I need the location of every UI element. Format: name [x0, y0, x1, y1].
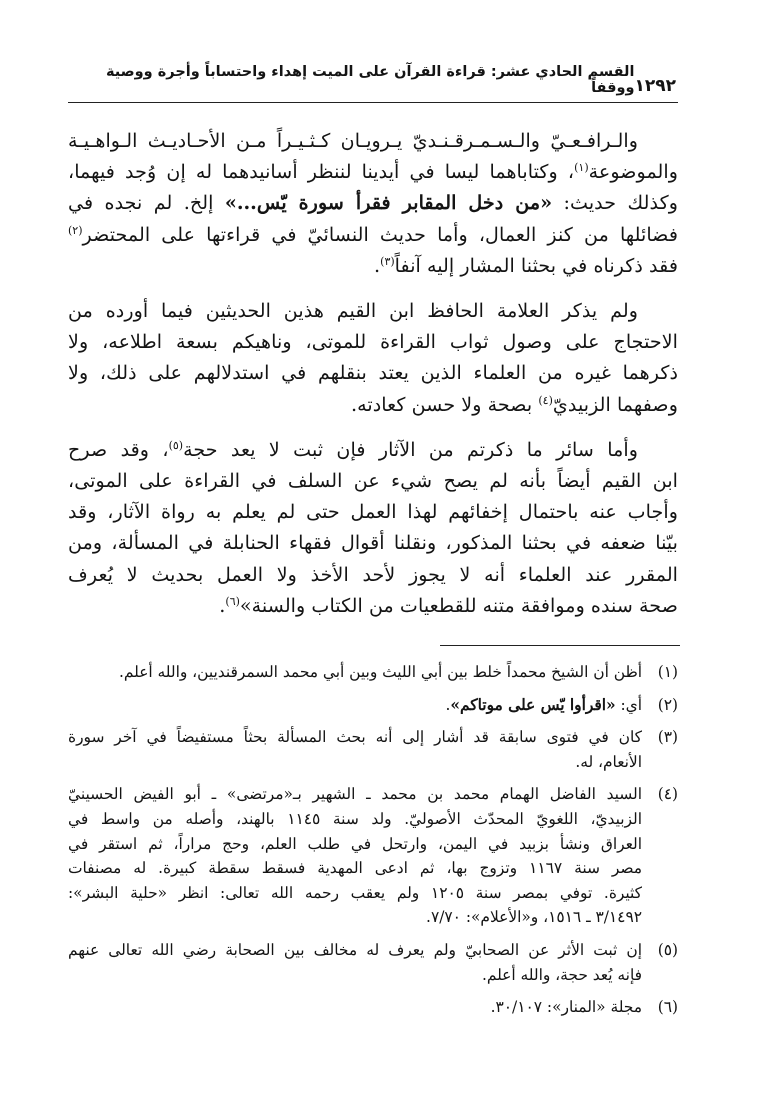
text-line — [68, 559, 678, 590]
footnote-ref: (٢) — [68, 223, 83, 237]
footnote-text — [68, 782, 642, 930]
footnote-text — [68, 693, 642, 718]
text-run: والـرافـعـيّ والـسـمـرقـنـديّ يـرويـان كـثـيـراً مـن الأحـاديـث الـواهـيـة — [68, 129, 638, 152]
text-run: ذكرهما غيره من العلماء الذين يعتد بنقلهم في استدلالهم على ذلك، ولا — [68, 361, 678, 385]
footnotes — [68, 660, 678, 1020]
footnote-ref: (٣) — [380, 254, 395, 268]
footnote-text — [68, 660, 642, 685]
text-line — [68, 389, 678, 420]
text-line — [68, 905, 642, 930]
text-line — [68, 881, 642, 906]
text-run: فضائلها من كنز العمال، وأما حديث النسائيّ في قراءتها على المحتضر — [82, 222, 678, 246]
text-line — [68, 832, 642, 857]
text-run: مصر سنة ١١٦٧ وتزوج بها، ثم ادعى المهدية فسقط سقطة كبيرة. له مصنفات — [68, 859, 642, 878]
text-run: أي: — [615, 695, 642, 714]
footnote — [68, 660, 678, 685]
text-line — [68, 660, 642, 685]
footnote — [68, 938, 678, 987]
text-run: الزبيديّ، اللغويّ المحدّث الأصوليّ. ولد سنة ١١٤٥ بالهند، وأصله من واسط في — [68, 810, 643, 829]
text-line — [68, 357, 678, 388]
footnote-ref: (٥) — [168, 438, 184, 452]
text-run: بصحة ولا حسن كعادته. — [350, 392, 539, 416]
text-run: أظن أن الشيخ محمداً خلط بين أبي الليث وبين أبي محمد السمرقنديين، والله أعلم. — [118, 663, 642, 682]
text-line — [68, 590, 678, 621]
text-run: صحة سنده وموافقة متنه للقطعيات من الكتاب والسنة» — [239, 593, 678, 617]
text-line — [68, 782, 642, 807]
footnote-text — [68, 725, 642, 774]
text-run: ٣/١٤٩٢ ـ ١٥١٦، و«الأعلام»: ٧/٧٠. — [426, 908, 642, 927]
paragraph — [68, 295, 678, 420]
text-line — [68, 156, 678, 187]
text-run: الاحتجاج على وصول ثواب القراءة للموتى، وناهيكم بسعة اطلاعه، ولا — [68, 330, 678, 354]
text-run: ابن القيم أيضاً بأنه لم يصح شيء عن السلف في القراءة على الموتى، — [68, 469, 678, 493]
text-run: وصفهما الزبيديّ — [552, 392, 678, 416]
text-line — [68, 295, 678, 326]
text-run: . — [219, 593, 226, 617]
text-run: وأجاب عنه باحتمال إخفائهم لهذا العمل حتى لم يعلم به رواة الآثار، وقد — [68, 500, 678, 524]
paragraph — [68, 125, 678, 281]
text-line — [68, 125, 678, 156]
text-run: كان في فتوى سابقة قد أشار إلى أنه بحث المسألة بحثاً مستفيضاً في آخر سورة — [68, 728, 642, 747]
text-run: السيد الفاضل الهمام محمد بن محمد ـ الشهير بـ«مرتضى» ـ أبو الفيض الحسينيّ — [68, 785, 642, 804]
text-run: . — [374, 253, 381, 277]
text-line — [68, 725, 642, 750]
text-run: بيّنا ضعفه في بحثنا المذكور، ونقلنا أقوال فقهاء الحنابلة في المسألة، ومن — [68, 531, 678, 555]
main-text — [68, 125, 678, 621]
footnote-ref: (٤) — [538, 393, 553, 407]
text-run: المقرر عند العلماء أنه لا يجوز لأحد الأخذ ولا العمل بحديث لا يُعرف — [68, 562, 678, 586]
text-run: فإنه يُعد حجة، والله أعلم. — [481, 965, 642, 984]
text-run: مجلة «المنار»: ٣٠/١٠٧. — [490, 998, 642, 1017]
text-line — [68, 995, 642, 1020]
text-run: إلخ. لم نجده في — [68, 191, 225, 215]
paragraph — [68, 434, 678, 621]
text-run: . — [445, 695, 451, 714]
footnote-text — [68, 938, 642, 987]
chapter-title: القسم الحادي عشر: قراءة القرآن على الميت إهداء واحتساباً وأجرة ووصية ووقفاً — [105, 64, 635, 96]
bold-quote: «من دخل المقابر فقرأ سورة يّس...» — [224, 191, 553, 215]
text-run: كثيرة. توفي بمصر سنة ١٢٠٥ ولم يعقب رحمه الله تعالى: انظر «حلية البشر»: — [68, 883, 642, 902]
footnote-number: (٣) — [657, 728, 678, 747]
footnote-ref: (٦) — [225, 594, 240, 608]
text-run: ، وكتاباهما ليسا في أيدينا لننظر أسانيدهما له إن وُجد فيهما، — [68, 160, 575, 184]
footnote-text — [68, 995, 642, 1020]
footnote-number: (٦) — [657, 998, 678, 1017]
text-run: إن ثبت الأثر عن الصحابيّ ولم يعرف له مخالف بين الصحابة رضي الله تعالى عنهم — [68, 940, 642, 959]
footnote-separator — [440, 645, 680, 646]
text-run: الأنعام، له. — [575, 752, 642, 771]
text-line — [68, 326, 678, 357]
text-line — [68, 938, 642, 963]
footnote — [68, 995, 678, 1020]
footnote-ref: (١) — [574, 161, 589, 175]
text-line — [68, 250, 678, 281]
document-page — [68, 66, 678, 1096]
text-line — [68, 496, 678, 527]
text-line — [68, 856, 642, 881]
text-line — [68, 434, 678, 465]
footnote — [68, 725, 678, 774]
text-run: ولم يذكر العلامة الحافظ ابن القيم هذين الحديثين فيما أورده من — [68, 299, 638, 323]
text-line — [68, 693, 642, 718]
text-line — [68, 807, 642, 832]
text-run: وكذلك حديث: — [552, 191, 678, 215]
footnote — [68, 782, 678, 930]
text-line — [68, 527, 678, 558]
page-number: ١٢٩٢ — [634, 76, 676, 96]
footnote-number: (٢) — [657, 695, 678, 714]
text-run: والموضوعة — [588, 160, 678, 184]
text-run: فقد ذكرناه في بحثنا المشار إليه آنفاً — [394, 253, 678, 277]
bold-quote: «اقرأوا يّس على موتاكم» — [450, 695, 616, 714]
footnote-number: (٥) — [657, 940, 678, 959]
footnote-number: (٤) — [657, 785, 678, 804]
footnote-number: (١) — [657, 663, 678, 682]
text-line — [68, 750, 642, 775]
text-run: العراق ونشأ بزبيد في اليمن، وارتحل في طلب العلم، وحج مراراً، ثم استقر في — [68, 834, 642, 853]
running-header — [68, 66, 678, 103]
footnote — [68, 693, 678, 718]
text-run: وأما سائر ما ذكرتم من الآثار فإن ثبت لا يعد حجة — [183, 437, 638, 461]
text-line — [68, 963, 642, 988]
text-line — [68, 187, 678, 218]
text-line — [68, 219, 678, 250]
text-line — [68, 465, 678, 496]
text-run: ، وقد صرح — [68, 437, 169, 461]
